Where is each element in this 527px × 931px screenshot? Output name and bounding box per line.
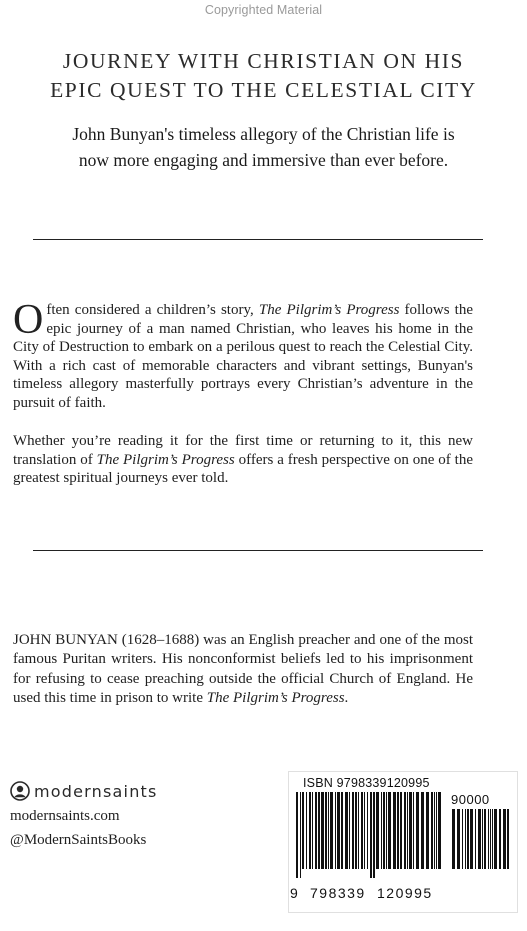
- barcode-bar: [421, 792, 424, 869]
- book-title-ref: The Pilgrim’s Progress: [206, 690, 345, 707]
- barcode-bar: [503, 809, 506, 869]
- barcode-bar: [388, 792, 391, 869]
- drop-cap: O: [13, 297, 44, 343]
- barcode-bar: [507, 809, 509, 869]
- barcode-bar: [400, 792, 402, 869]
- subhead-line-2: now more engaging and immersive than ever before.: [78, 150, 449, 170]
- barcode-bar: [335, 792, 336, 869]
- barcode-bar: [373, 792, 375, 878]
- barcode-bar: [321, 792, 324, 869]
- barcode-bar: [404, 792, 406, 869]
- barcode-bar: [370, 792, 372, 878]
- barcode-bar: [312, 792, 313, 869]
- barcode-digit-lead: 9: [290, 885, 300, 901]
- barcode-bar: [488, 809, 489, 869]
- barcode-bar: [494, 809, 497, 869]
- barcode-bar: [296, 792, 298, 878]
- author-bio: [13, 631, 473, 709]
- isbn-barcode: [296, 792, 444, 878]
- book-title-ref: The Pilgrim’s Progress: [258, 302, 400, 318]
- barcode-bar: [302, 792, 304, 869]
- barcode-bar: [416, 792, 419, 869]
- barcode-bar: [341, 792, 343, 869]
- publisher-logo-text: modernsaints: [34, 781, 158, 801]
- barcode-bar: [300, 792, 301, 878]
- divider-top: [33, 239, 483, 240]
- publisher-social-handle: @ModernSaintsBooks: [10, 832, 147, 848]
- barcode-bar: [407, 792, 408, 869]
- barcode-bar: [499, 809, 501, 869]
- barcode-bar: [484, 809, 486, 869]
- barcode-bar: [413, 792, 414, 869]
- barcode-bar: [426, 792, 429, 869]
- subhead-line-1: John Bunyan's timeless allegory of the Christian life is: [72, 124, 455, 144]
- barcode-bar: [393, 792, 396, 869]
- barcode-bar: [397, 792, 399, 869]
- barcode-bar: [465, 809, 466, 869]
- barcode-bar: [328, 792, 329, 869]
- blurb-paragraph-2: [13, 432, 473, 488]
- barcode-bar: [452, 809, 455, 869]
- barcode-bar: [349, 792, 350, 869]
- barcode-bar: [361, 792, 363, 869]
- barcode-bar: [470, 809, 473, 869]
- barcode-bar: [309, 792, 311, 869]
- blurb-p2-start: Whether you’re reading it for the first time or returning to it, this new translation of: [13, 433, 473, 468]
- barcode-bar: [381, 792, 382, 869]
- barcode-bar: [386, 792, 387, 869]
- barcode-bar: [478, 809, 481, 869]
- barcode-bar: [438, 792, 441, 869]
- price-barcode: [452, 809, 512, 878]
- barcode-bar: [475, 809, 476, 869]
- author-bio-end: .: [344, 690, 349, 707]
- barcode-bar: [364, 792, 365, 869]
- barcode-bar: [306, 792, 307, 869]
- barcode-bar: [436, 792, 437, 869]
- price-code-label: 90000: [451, 792, 490, 807]
- barcode-bar: [315, 792, 317, 869]
- barcode-bar: [337, 792, 340, 869]
- barcode-bar: [376, 792, 379, 869]
- publisher-website: modernsaints.com: [10, 808, 120, 824]
- barcode-bar: [352, 792, 354, 869]
- cover-subheading: [20, 121, 507, 173]
- headline-line-1: JOURNEY WITH CHRISTIAN ON HIS: [62, 49, 465, 73]
- divider-bottom: [33, 550, 483, 551]
- cover-headline: [14, 47, 513, 105]
- headline-line-2: EPIC QUEST TO THE CELESTIAL CITY: [50, 78, 477, 102]
- modernsaints-logo-icon: [10, 781, 30, 801]
- book-title-ref: The Pilgrim’s Progress: [96, 451, 235, 468]
- copyright-watermark: Copyrighted Material: [204, 3, 323, 17]
- author-bio-text: JOHN BUNYAN (1628–1688) was an English preacher and one of the most famous Puritan writers. His nonconformist beliefs led to his imprisonment for refusing to cease preaching outside the official Church of England. He used this time in prison to write: [13, 632, 473, 707]
- barcode-bar: [367, 792, 368, 869]
- barcode-bar: [492, 809, 493, 869]
- barcode-bar: [345, 792, 348, 869]
- barcode-bar: [490, 809, 491, 869]
- barcode-bar: [330, 792, 333, 869]
- barcode-bar: [318, 792, 320, 869]
- barcode-bar: [355, 792, 357, 869]
- barcode-bar: [431, 792, 433, 869]
- blurb-p2-rest: offers a fresh perspective on one of the greatest spiritual journeys ever told.: [13, 451, 473, 487]
- isbn-label: ISBN 9798339120995: [303, 776, 430, 790]
- barcode-digits-group-2: 120995: [377, 885, 433, 901]
- blurb-p1-start: ften considered a children’s story,: [46, 302, 259, 318]
- publisher-logo: [10, 781, 158, 801]
- barcode-digits-group-1: 798339: [310, 885, 366, 901]
- barcode-bar: [457, 809, 460, 869]
- barcode-bar: [409, 792, 412, 869]
- barcode-bar: [325, 792, 327, 869]
- barcode-bar: [467, 809, 469, 869]
- blurb-p1-rest: follows the epic journey of a man named Christian, who leaves his home in the City of Destruction to embark on a perilous quest to reach the Celestial City. With a rich cast of memorable characters and vibrant settings, Bunyan's timeless allegory masterfully portrays every Christian’s adventure in the pursuit of faith.: [13, 302, 473, 411]
- barcode-bar: [434, 792, 435, 869]
- barcode-bar: [482, 809, 483, 869]
- barcode-bar: [358, 792, 359, 869]
- barcode-bar: [462, 809, 463, 869]
- blurb-paragraph-1: [13, 297, 473, 413]
- barcode-bar: [383, 792, 385, 869]
